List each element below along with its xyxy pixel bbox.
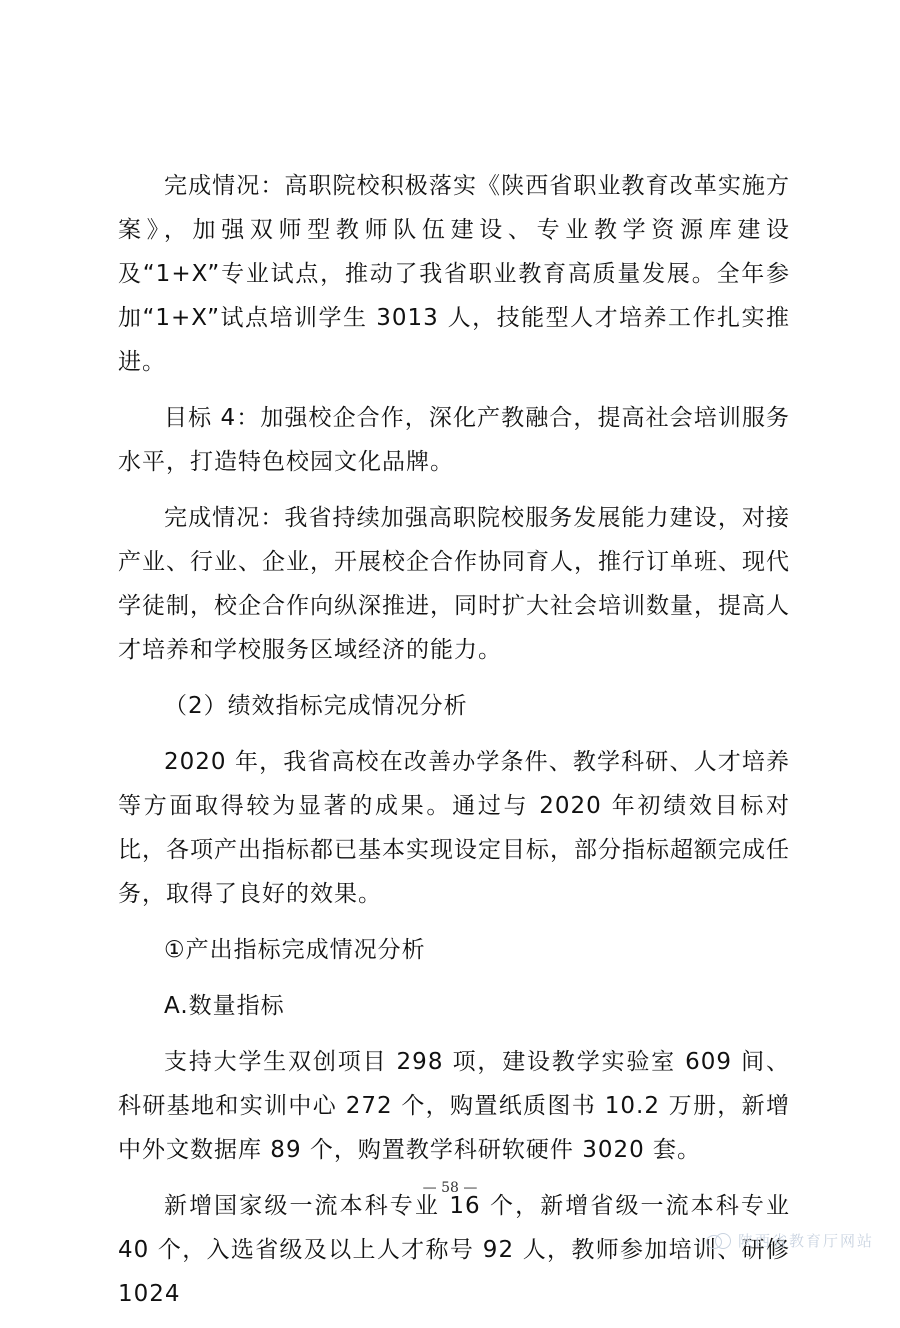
- watermark: [706, 1230, 874, 1251]
- paragraph-quantity-details: 支持大学生双创项目 298 项，建设教学实验室 609 间、科研基地和实训中心 272 个，购置纸质图书 10.2 万册，新增中外文数据库 89 个，购置教学科研软硬件 3020 套。: [118, 1049, 790, 1163]
- document-body: [118, 164, 790, 1328]
- page-number: — 58 —: [422, 1180, 478, 1196]
- watermark-logo-icon: [706, 1233, 732, 1249]
- section-heading-performance-indicators: （2）绩效指标完成情况分析: [164, 693, 468, 719]
- paragraph-completion-vocational: 完成情况：高职院校积极落实《陕西省职业教育改革实施方案》，加强双师型教师队伍建设、专业教学资源库建设及“1+X”专业试点，推动了我省职业教育高质量发展。全年参加“1+X”试点培训学生 3013 人，技能型人才培养工作扎实推进。: [118, 173, 790, 375]
- paragraph-completion-enterprise: 完成情况：我省持续加强高职院校服务发展能力建设，对接产业、行业、企业，开展校企合作协同育人，推行订单班、现代学徒制，校企合作向纵深推进，同时扩大社会培训数量，提高人才培养和学校服务区域经济的能力。: [118, 505, 790, 663]
- subheading-quantity-indicators: A.数量指标: [164, 993, 285, 1019]
- paragraph-2020-summary: 2020 年，我省高校在改善办学条件、教学科研、人才培养等方面取得较为显著的成果。通过与 2020 年初绩效目标对比，各项产出指标都已基本实现设定目标，部分指标超额完成任务，取得了良好的效果。: [118, 749, 790, 907]
- watermark-text: 陕西省教育厅网站: [737, 1232, 874, 1250]
- paragraph-national-majors: 新增国家级一流本科专业 16 个，新增省级一流本科专业 40 个，入选省级及以上人才称号 92 人，教师参加培训、研修 1024: [118, 1193, 790, 1307]
- paragraph-goal-4: 目标 4：加强校企合作，深化产教融合，提高社会培训服务水平，打造特色校园文化品牌。: [118, 405, 790, 475]
- subheading-output-indicators: ①产出指标完成情况分析: [164, 937, 426, 963]
